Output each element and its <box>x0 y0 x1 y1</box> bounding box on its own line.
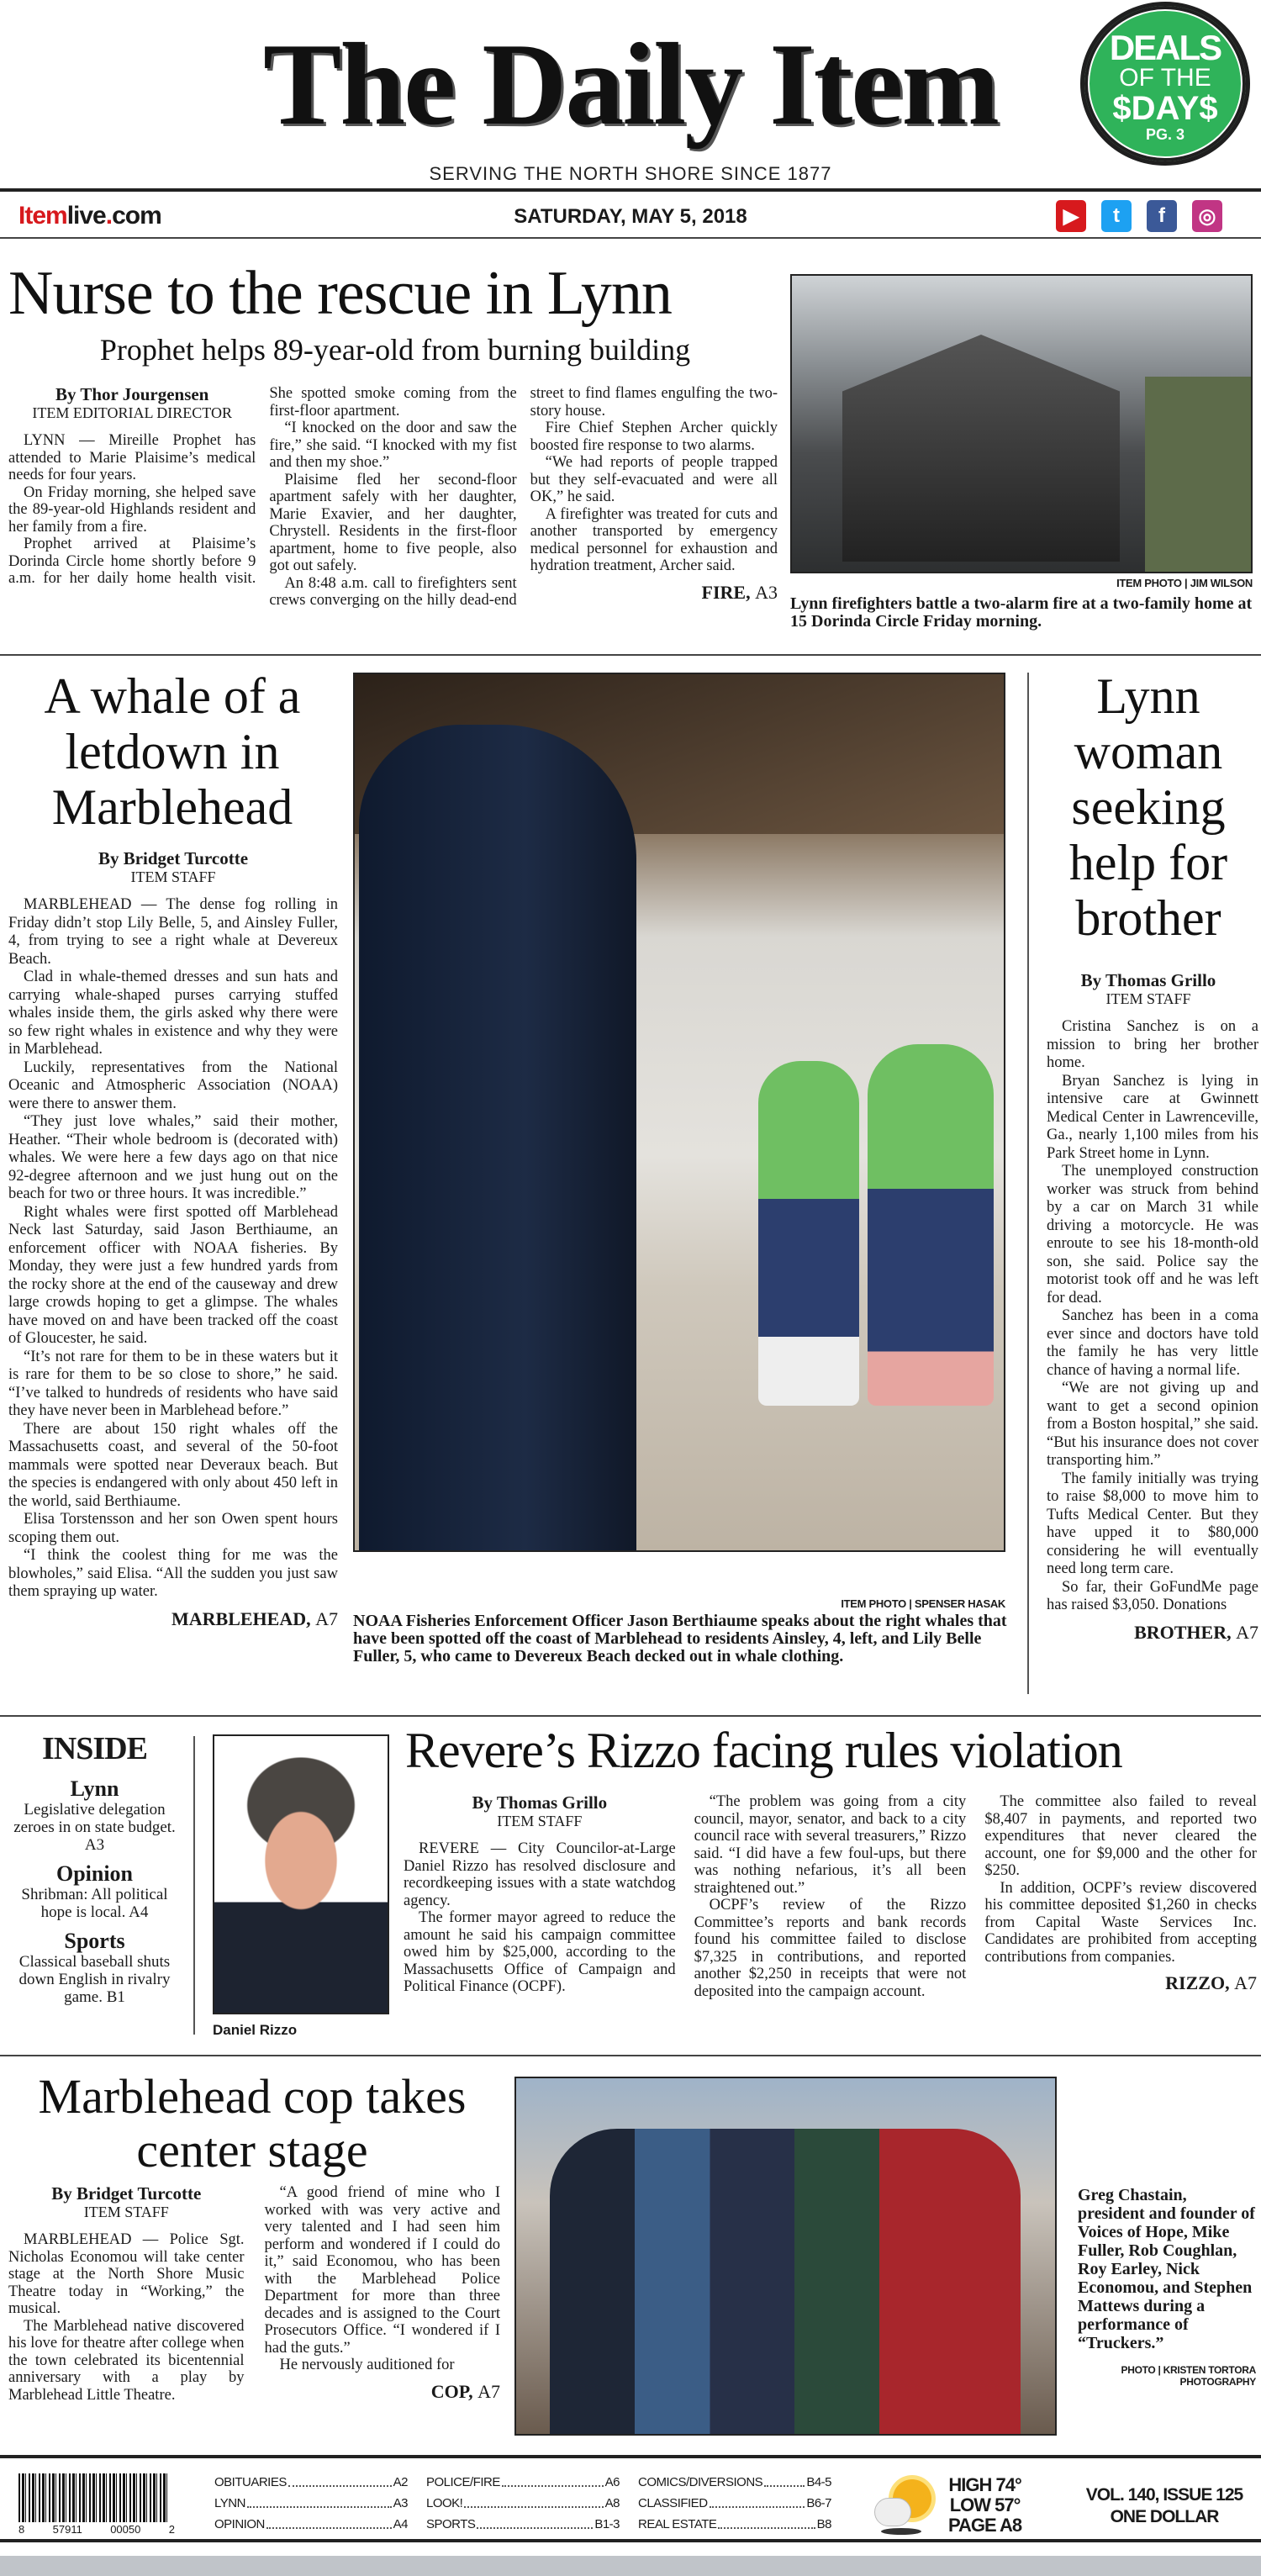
paragraph: REVERE — City Councilor-at-Large Daniel Rizzo has resolved disclosure and recordkeeping issues with a state watchdog agency. <box>404 1840 676 1909</box>
photo-credit: ITEM PHOTO | SPENSER HASAK <box>841 1597 1005 1610</box>
high-temp: HIGH 74° <box>948 2474 1021 2495</box>
leader-dots <box>502 2472 604 2487</box>
paragraph: Plaisime fled her second-floor apartment safely with her daughter, Marie Exavier, and her daughter, Chrystell. Residents in the first-floor apartment, home to five people, also got out safely. <box>269 471 517 574</box>
inside-item[interactable] <box>4 1862 185 1921</box>
jump-link[interactable] <box>265 2381 501 2403</box>
cop-headline[interactable]: Marblehead cop takes center stage <box>38 2069 467 2177</box>
barcode-digits <box>18 2523 175 2536</box>
index-page: B8 <box>816 2517 831 2531</box>
leader-dots <box>764 2472 805 2487</box>
index-entry[interactable] <box>214 2472 408 2493</box>
jump-page: A7 <box>477 2380 500 2402</box>
paragraph: MARBLEHEAD — The dense fog rolling in Friday didn’t stop Lily Belle, 5, and Ainsley Fuller, 4, from trying to see a right whale at Devereux Beach. <box>8 896 338 968</box>
masthead-title: The Daily Item <box>262 19 999 150</box>
article-body <box>8 896 338 1602</box>
leader-dots <box>464 2493 603 2508</box>
deals-of-the-day-badge[interactable] <box>1080 2 1250 166</box>
site-part: live <box>66 202 106 230</box>
byline-name: By Thor Jourgensen <box>55 384 209 404</box>
index-page: A6 <box>604 2475 620 2489</box>
index-label: OPINION <box>214 2517 265 2531</box>
leader-dots <box>718 2514 815 2529</box>
paragraph: Right whales were first spotted off Marblehead Neck last Saturday, said Jason Berthiaume, an enforcement officer with NOAA fisheries. By Monday, they were just a few hundred yards from the rocky shore at the end of the causeway and drew large crowds hoping to get a glimpse. The whales have moved on and have been tracked off the coast of Gloucester, he said. <box>8 1203 338 1347</box>
paragraph: LYNN — Mireille Prophet has attended to Marie Plaisime’s medical needs for four years. <box>8 432 256 483</box>
index-entry[interactable] <box>426 2514 620 2535</box>
partly-sunny-icon <box>874 2476 933 2535</box>
rizzo-headline[interactable]: Revere’s Rizzo facing rules violation <box>405 1723 1122 1778</box>
paragraph: Fire Chief Stephen Archer quickly boosted fire response to two alarms. <box>530 420 778 454</box>
youtube-icon[interactable]: ▶ <box>1056 200 1086 232</box>
jump-word: BROTHER, <box>1134 1621 1232 1643</box>
divider <box>0 654 1261 656</box>
paragraph: The committee also failed to reveal $8,407 in payments, and reported two expenditures that never cleared the account, one for $9,000 and the other for $250. <box>984 1793 1257 1879</box>
paragraph: Cristina Sanchez is on a mission to bring her brother home. <box>1047 1018 1258 1071</box>
tagline: SERVING THE NORTH SHORE SINCE 1877 <box>429 163 832 184</box>
inside-box <box>4 1730 185 2014</box>
jump-page: A7 <box>315 1607 338 1629</box>
inside-section: Sports <box>64 1929 125 1953</box>
byline-role: ITEM EDITORIAL DIRECTOR <box>32 404 232 421</box>
paragraph: Clad in whale-themed dresses and sun hats and carrying whale-shaped purses carrying stuffed whales inside them, the girls asked why there were so few right whales in existence and why they were in Marblehead. <box>8 969 338 1058</box>
byline-name: By Bridget Turcotte <box>51 2183 202 2204</box>
index-entry[interactable] <box>638 2472 831 2493</box>
barcode <box>18 2473 170 2522</box>
divider <box>0 237 1261 239</box>
barcode-digit: 2 <box>168 2523 175 2536</box>
twitter-icon[interactable]: t <box>1101 200 1132 232</box>
paragraph: So far, their GoFundMe page has raised $3,050. Donations <box>1047 1578 1258 1613</box>
byline-name: By Thomas Grillo <box>1080 970 1216 990</box>
paragraph: The Marblehead native discovered his love for theatre after college when the town celebrated its bicentennial anniversary with a play by Marblehead Little Theatre. <box>8 2317 245 2404</box>
paragraph: “They just love whales,” said their mother, Heather. “Their whole bedroom is (decorated with) whales. We were here a few days ago on that nice 92-degree afternoon and we just hung out on the beach for two or three hours. It was incredible.” <box>8 1113 338 1202</box>
index-page: A2 <box>393 2475 408 2489</box>
byline <box>1038 971 1258 1008</box>
photo-caption: NOAA Fisheries Enforcement Officer Jason Berthiaume speaks about the right whales that have been spotted off the coast of Marblehead to residents Ainsley, 4, left, and Lily Belle Fuller, 5, who came to Devereux Beach decked out in whale clothing. <box>353 1612 1007 1665</box>
index-page: B1-3 <box>594 2517 620 2531</box>
index-label: LYNN <box>214 2496 245 2510</box>
paragraph: On Friday morning, she helped save the 89-year-old Highlands resident and her family from a fire. <box>8 483 256 536</box>
jump-word: FIRE, <box>701 581 751 603</box>
index-column <box>638 2472 831 2535</box>
byline-role: ITEM STAFF <box>497 1813 583 1829</box>
weather <box>948 2475 1021 2536</box>
index-entry[interactable] <box>638 2493 831 2514</box>
paragraph: The unemployed construction worker was struck from behind by a car on March 31 while driving a motorcycle. He was enroute to see his 18-month-old son, she said. Police say the motorist took off and he was left for dead. <box>1047 1163 1258 1306</box>
site-link[interactable] <box>18 202 161 230</box>
paragraph: “I knocked on the door and saw the fire,” she said. “I knocked with my fist and then my shoe.” <box>269 420 517 471</box>
byline <box>8 2184 245 2221</box>
photo-credit: ITEM PHOTO | JIM WILSON <box>1116 577 1253 589</box>
badge-page: PG. 3 <box>1145 126 1185 143</box>
index-label: OBITUARIES <box>214 2475 287 2489</box>
byline-name: By Bridget Turcotte <box>98 848 249 868</box>
leader-dots <box>710 2493 805 2508</box>
site-part: Item <box>18 202 67 230</box>
byline-name: By Thomas Grillo <box>472 1792 608 1813</box>
index-entry[interactable] <box>214 2514 408 2535</box>
barcode-digit: 8 <box>18 2523 25 2536</box>
weather-page: PAGE A8 <box>948 2515 1022 2536</box>
leader-dots <box>288 2472 392 2487</box>
paragraph: “I think the coolest thing for me was the blowholes,” said Elisa. “All the sudden you just saw them spraying up water. <box>8 1547 338 1600</box>
issue-info <box>1084 2484 1244 2528</box>
paragraph: MARBLEHEAD — Police Sgt. Nicholas Economou will take center stage at the North Shore Music Theatre today in “Working,” the musical. <box>8 2231 245 2317</box>
paragraph: OCPF’s review of the Rizzo Committee’s reports and bank records found his committee failed to disclose $7,325 in contributions, and reported another $2,250 in receipts that were not deposited into the campaign account. <box>694 1897 967 2000</box>
inside-section: Lynn <box>70 1776 119 1801</box>
index-page: B4-5 <box>806 2475 831 2489</box>
leader-dots <box>247 2493 392 2508</box>
index-entry[interactable] <box>214 2493 408 2514</box>
photo-caption: Greg Chastain, president and founder of Voices of Hope, Mike Fuller, Rob Coughlan, Roy Earley, Nick Economou, and Stephen Mattews during a performance of “Truckers.” <box>1078 2186 1255 2352</box>
volume: VOL. 140, ISSUE 125 <box>1085 2485 1243 2505</box>
inside-teaser: Legislative delegation zeroes in on state budget. A3 <box>13 1801 176 1854</box>
performance-caption-block <box>1078 2186 1256 2388</box>
byline <box>8 849 338 886</box>
whale-story-column <box>8 849 338 1630</box>
index-page: A3 <box>393 2496 408 2510</box>
paragraph: Luckily, representatives from the National Oceanic and Atmospheric Association (NOAA) were there to answer them. <box>8 1058 338 1112</box>
index-column <box>426 2472 620 2535</box>
jump-link[interactable] <box>530 582 778 604</box>
jump-link[interactable] <box>984 1972 1257 1994</box>
leader-dots <box>477 2514 593 2529</box>
paragraph: Bryan Sanchez is lying in intensive care at Gwinnett Medical Center in Lawrenceville, Ga., nearly 1,100 miles from his Park Street home in Lynn. <box>1047 1072 1258 1162</box>
byline-role: ITEM STAFF <box>130 868 216 885</box>
jump-page: A7 <box>1234 1972 1257 1993</box>
index-page: A4 <box>393 2517 408 2531</box>
badge-line: $DAY$ <box>1112 90 1218 127</box>
column-divider <box>1027 673 1029 1694</box>
divider <box>0 2455 1261 2458</box>
byline-role: ITEM STAFF <box>1105 990 1191 1007</box>
cop-story-columns <box>8 2184 500 2404</box>
photo-caption: Lynn firefighters battle a two-alarm fire at a two-family home at 15 Dorinda Circle Friday morning. <box>790 594 1253 631</box>
paragraph: The former mayor agreed to reduce the amount he said his campaign committee owed him by $25,000, according to the Massachusetts Office of Campaign and Political Finance (OCPF). <box>404 1909 676 1995</box>
jump-page: A3 <box>755 581 778 603</box>
inside-item[interactable] <box>4 1777 185 1854</box>
jump-word: RIZZO, <box>1165 1972 1230 1993</box>
byline <box>404 1793 676 1830</box>
index-label: COMICS/DIVERSIONS <box>638 2475 763 2489</box>
badge-line: OF THE <box>1119 64 1211 92</box>
inside-teaser: Shribman: All political hope is local. A4 <box>21 1886 168 1921</box>
paragraph: Elisa Torstensson and her son Owen spent hours scoping them out. <box>8 1511 338 1546</box>
paragraph: Prophet arrived at Plaisime’s Dorinda Circle home shortly before 9 a.m. for her daily home health visit. She spotted smoke coming from the first-floor apartment. <box>8 385 517 587</box>
rizzo-photo <box>213 1734 389 2014</box>
top-headline[interactable]: Nurse to the rescue in Lynn <box>8 259 672 328</box>
paragraph: In addition, OCPF’s review discovered his committee deposited $1,260 in checks from Capital Waste Services Inc. Candidates are prohibited from accepting contributions from companies. <box>984 1879 1257 1966</box>
index-entry[interactable] <box>426 2493 620 2514</box>
divider <box>0 2055 1261 2056</box>
instagram-icon[interactable]: ◎ <box>1192 200 1222 232</box>
photo-credit: PHOTO | KRISTEN TORTORA PHOTOGRAPHY <box>1121 2364 1256 2388</box>
divider <box>0 1715 1261 1717</box>
divider <box>0 188 1261 192</box>
article-body <box>1047 1018 1258 1615</box>
inside-teaser: Classical baseball shuts down English in rivalry game. B1 <box>18 1953 171 2006</box>
index-label: SPORTS <box>426 2517 476 2531</box>
badge-line: DEALS <box>1109 28 1221 67</box>
index-label: POLICE/FIRE <box>426 2475 500 2489</box>
top-story-columns <box>8 385 778 610</box>
fire-photo <box>790 274 1253 573</box>
rizzo-story-columns <box>404 1793 1257 2000</box>
jump-word: MARBLEHEAD, <box>171 1607 311 1629</box>
paragraph: “The problem was going from a city council, mayor, senator, and back to a city council race with several treasurers,” Rizzo said. “I did have a few foul-ups, but there was nothing nefarious, it’s all been straightened out.” <box>694 1793 967 1897</box>
paragraph: An 8:48 a.m. call to firefighters sent crews converging on the hilly dead-end street to find flames engulfing the two-story house. <box>269 385 778 609</box>
page-index <box>214 2472 831 2535</box>
top-subhead: Prophet helps 89-year-old from burning building <box>99 333 691 367</box>
whale-headline[interactable]: A whale of a letdown in Marblehead <box>44 668 301 835</box>
facebook-icon[interactable]: f <box>1147 200 1177 232</box>
paragraph: “A good friend of mine who I worked with was very active and very talented and I had seen him perform and wondered if I could do it,” said Economou, who has been with the Marblehead Police Department for more than three decades and is assigned to the Court Prosecutors Office. “I wondered if I had the guts.” <box>264 2184 500 2357</box>
whale-photo <box>353 673 1005 1552</box>
site-part: . <box>105 202 113 230</box>
column-divider <box>193 1736 195 2035</box>
paragraph: “We had reports of people trapped but they self-evacuated and were all OK,” he said. <box>530 454 778 505</box>
index-label: REAL ESTATE <box>638 2517 717 2531</box>
byline-role: ITEM STAFF <box>83 2204 169 2220</box>
performance-photo <box>514 2077 1057 2436</box>
paragraph: “We are not giving up and want to get a second opinion from a Boston hospital,” she said. “But his insurance does not cover transporting him.” <box>1047 1380 1258 1469</box>
paragraph: The family initially was trying to raise $8,000 to move him to Tufts Medical Center. But they have upped it to $80,000 considering he will eventually need long term care. <box>1047 1470 1258 1577</box>
index-entry[interactable] <box>638 2514 831 2535</box>
site-part: com <box>112 202 161 230</box>
jump-word: COP, <box>430 2380 473 2402</box>
paragraph: A firefighter was treated for cuts and another transported by emergency medical personnel for exhaustion and hydration treatment, Archer said. <box>530 505 778 574</box>
barcode-digit: 57911 <box>52 2523 82 2536</box>
inside-title: INSIDE <box>42 1731 147 1766</box>
jump-link[interactable] <box>1038 1622 1258 1644</box>
issue-date: SATURDAY, MAY 5, 2018 <box>514 205 747 228</box>
paragraph: “It’s not rare for them to be in these waters but it is rare for them to be so close to shore,” he said. “I’ve talked to hundreds of residents who have said they have never been in Marblehead before.” <box>8 1348 338 1419</box>
brother-story-column <box>1038 971 1258 1644</box>
brother-headline[interactable]: Lynn woman seeking help for brother <box>1068 668 1228 946</box>
barcode-digit: 00050 <box>110 2523 141 2536</box>
inside-section: Opinion <box>55 1861 134 1886</box>
byline <box>8 385 256 422</box>
index-label: LOOK! <box>426 2496 463 2510</box>
index-entry[interactable] <box>426 2472 620 2493</box>
paragraph: Sanchez has been in a coma ever since and doctors have told the family he has very little chance of having a normal life. <box>1047 1307 1258 1379</box>
photo-caption: Daniel Rizzo <box>213 2022 298 2038</box>
index-page: A8 <box>604 2496 620 2510</box>
price: ONE DOLLAR <box>1110 2507 1219 2526</box>
divider <box>0 2539 1261 2542</box>
leader-dots <box>266 2514 392 2529</box>
paragraph: He nervously auditioned for <box>279 2357 455 2373</box>
index-column <box>214 2472 408 2535</box>
low-temp: LOW 57° <box>949 2494 1021 2515</box>
page-bottom-band <box>0 2556 1261 2576</box>
social-links <box>1056 200 1222 232</box>
index-label: CLASSIFIED <box>638 2496 708 2510</box>
jump-page: A7 <box>1236 1621 1258 1643</box>
inside-item[interactable] <box>4 1929 185 2006</box>
paragraph: There are about 150 right whales off the Massachusetts coast, and several of the 50-foot mammals were spotted near Deveraux beach. But the species is endangered with only about 450 left in the world, said Berthiaume. <box>8 1420 338 1510</box>
index-page: B6-7 <box>806 2496 831 2510</box>
jump-link[interactable] <box>8 1608 338 1630</box>
